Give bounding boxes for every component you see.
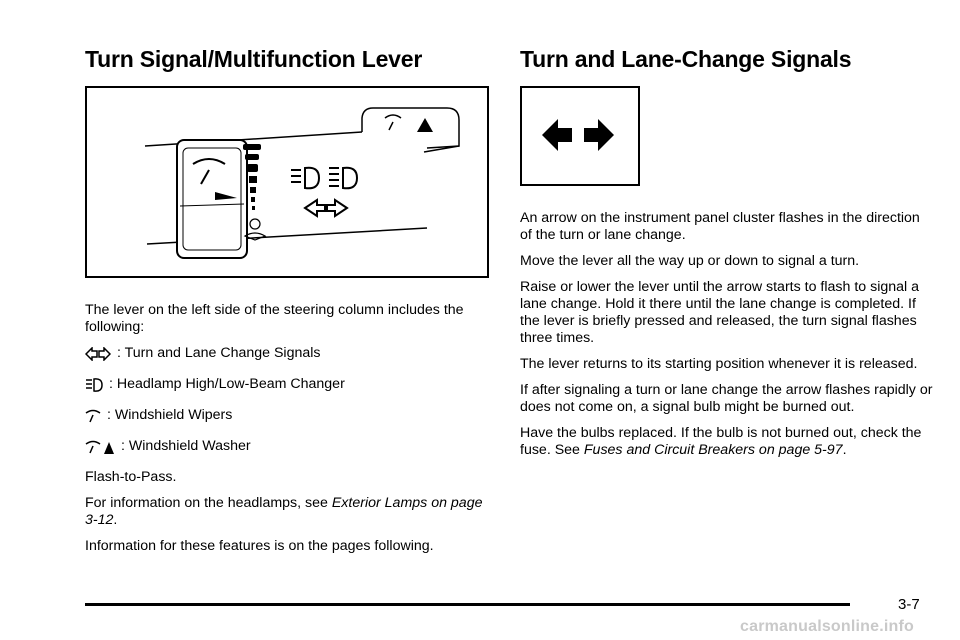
feature-headlamp-changer [85,376,490,393]
flash-to-pass: Flash-to-Pass. [85,469,177,485]
fuse-reference-link[interactable]: Fuses and Circuit Breakers on page 5-97 [583,442,843,458]
lever-intro: The lever on the left side of the steering column includes the following: [85,302,464,335]
lever-drawing [87,88,487,276]
multifunction-lever-illustration [85,86,489,278]
fuse-reference: Have the bulbs replaced. If the bulb is not burned out, check the fuse. See Fuses and Circuit Breakers on page 5-97. [520,425,922,458]
windshield-wiper-icon [85,407,101,424]
windshield-washer-icon [85,438,115,455]
section-heading-turn-signals: Turn and Lane-Change Signals [520,46,852,72]
left-body-text [85,302,490,555]
footer-rule [85,603,850,606]
headlamp-reference: For information on the headlamps, see Exterior Lamps on page 3-12. [85,495,483,528]
right-column [520,44,935,468]
feature-label: : Headlamp High/Low-Beam Changer [109,376,345,392]
paragraph: Raise or lower the lever until the arrow starts to flash to signal a lane change. Hold it there until the lane change is completed. If the lever is briefly pressed and released, the turn signal flashes three times. [520,279,920,346]
feature-turn-signals [85,345,490,362]
turn-signal-arrows-icon [85,345,111,362]
page-number: 3-7 [898,596,920,613]
paragraph: The lever returns to its starting position whenever it is released. [520,356,918,372]
following-pages-note: Information for these features is on the pages following. [85,538,434,554]
right-body-text [520,210,935,459]
headlamp-beam-icon [85,376,103,393]
section-heading-multifunction-lever: Turn Signal/Multifunction Lever [85,46,423,72]
paragraph: If after signaling a turn or lane change the arrow flashes rapidly or does not come on, a signal bulb might be burned out. [520,382,933,415]
feature-washer [85,438,490,455]
turn-arrows-icon [522,88,638,184]
feature-label: : Turn and Lane Change Signals [117,345,321,361]
left-column [85,44,490,564]
paragraph: Move the lever all the way up or down to signal a turn. [520,253,860,269]
headlamp-reference-link[interactable]: Exterior Lamps on page 3-12 [85,495,483,528]
paragraph: An arrow on the instrument panel cluster flashes in the direction of the turn or lane change. [520,210,920,243]
turn-arrows-illustration [520,86,640,186]
watermark: carmanualsonline.info [740,618,915,635]
feature-label: : Windshield Washer [121,438,251,454]
feature-label: : Windshield Wipers [107,407,233,423]
feature-wipers [85,407,490,424]
